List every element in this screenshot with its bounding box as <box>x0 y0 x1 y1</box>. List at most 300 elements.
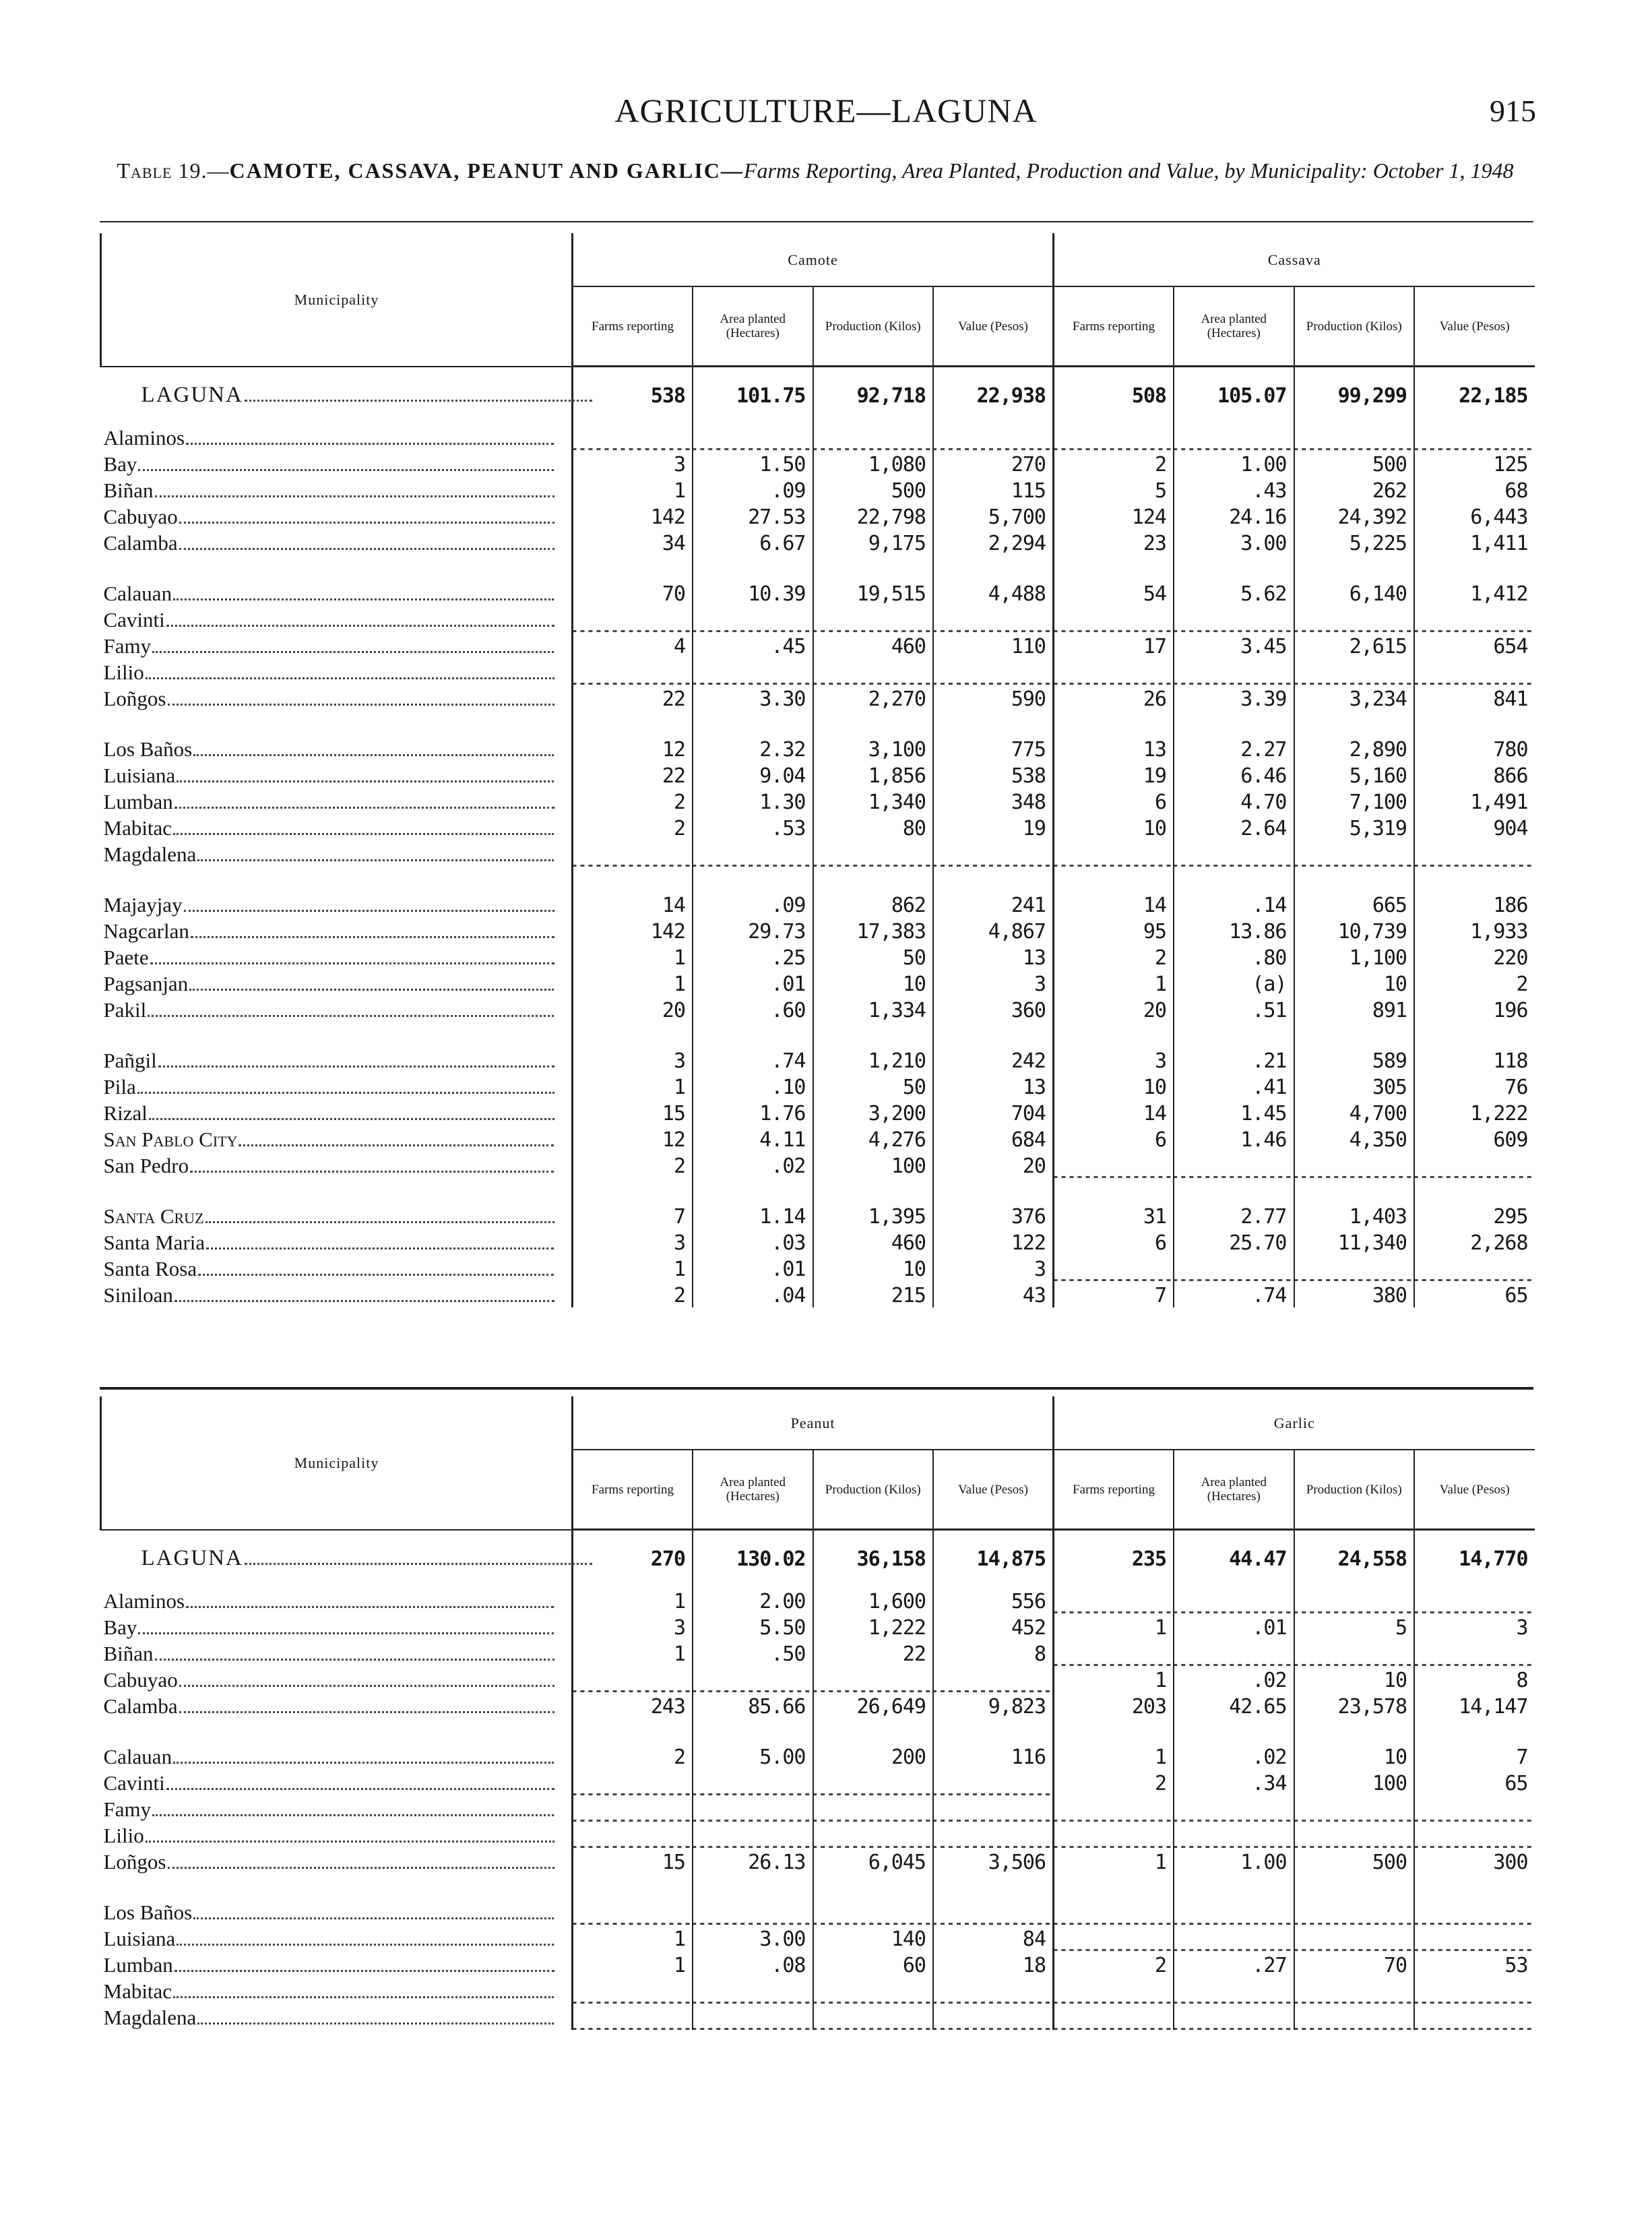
value-cell <box>693 658 813 685</box>
value-cell: 200 <box>813 1743 934 1769</box>
value-cell <box>1054 2004 1174 2030</box>
table-row <box>101 1152 1535 1178</box>
municipality-name <box>101 917 573 944</box>
spacer-cell <box>101 1178 573 1202</box>
value-cell: .09 <box>693 476 813 503</box>
value-cell: .27 <box>1174 1951 1294 1977</box>
table-row <box>101 1795 1535 1822</box>
value-cell <box>813 1898 934 1925</box>
table-row <box>101 840 1535 867</box>
table-row <box>101 606 1535 632</box>
municipality-label: LAGUNA <box>141 1546 243 1571</box>
value-cell <box>573 1666 693 1692</box>
value-cell: 348 <box>933 788 1054 814</box>
spacer-cell <box>933 1178 1054 1202</box>
table-row <box>101 658 1535 685</box>
municipality-header: Municipality <box>101 1396 573 1530</box>
value-cell: 2.27 <box>1174 735 1294 762</box>
value-cell: 2 <box>1054 1769 1174 1795</box>
dot-leader <box>179 1711 554 1713</box>
value-cell: 116 <box>933 1743 1054 1769</box>
value-cell: .01 <box>1174 1613 1294 1640</box>
value-cell: 1.00 <box>1174 450 1294 476</box>
value-cell <box>1054 840 1174 867</box>
municipality-name <box>101 632 573 658</box>
value-cell <box>573 1977 693 2004</box>
value-cell: 110 <box>933 632 1054 658</box>
value-cell <box>693 1769 813 1795</box>
municipality-name <box>101 1848 573 1874</box>
value-cell: 122 <box>933 1229 1054 1255</box>
col-farms-reporting: Farms reporting <box>1054 1450 1174 1530</box>
spacer-cell <box>1294 555 1415 580</box>
municipality-label: Lumban <box>103 790 173 813</box>
value-cell: 4.70 <box>1174 788 1294 814</box>
municipality-label: Mabitac <box>103 1979 172 2003</box>
municipality-name <box>101 1255 573 1281</box>
value-cell: 6,443 <box>1414 503 1535 529</box>
spacer-cell <box>573 1874 693 1898</box>
dot-leader <box>137 1092 554 1094</box>
municipality-label: Cavinti <box>103 608 165 631</box>
municipality-label: Alaminos <box>103 426 185 450</box>
value-cell: 1 <box>1054 970 1174 996</box>
value-cell: 2 <box>1054 1951 1174 1977</box>
table-caption <box>94 156 1536 185</box>
row-spacer <box>101 1022 1535 1047</box>
value-cell: 1 <box>573 1073 693 1099</box>
value-cell: 15 <box>573 1099 693 1125</box>
spacer-cell <box>1054 1719 1174 1743</box>
value-cell <box>693 424 813 450</box>
value-cell: 3 <box>1054 1047 1174 1073</box>
value-cell: 76 <box>1414 1073 1535 1099</box>
value-cell: 101.75 <box>693 367 813 425</box>
value-cell <box>1054 1977 1174 2004</box>
value-cell: 1 <box>573 970 693 996</box>
value-cell: 5,225 <box>1294 529 1415 555</box>
value-cell: 26.13 <box>693 1848 813 1874</box>
value-cell <box>1414 1795 1535 1822</box>
value-cell: 6.67 <box>693 529 813 555</box>
value-cell: 1.45 <box>1174 1099 1294 1125</box>
spacer-cell <box>813 711 934 735</box>
value-cell: 6.46 <box>1174 762 1294 788</box>
dot-leader <box>152 651 554 653</box>
dot-leader <box>205 1221 554 1223</box>
municipality-label: Calauan <box>103 582 172 605</box>
value-cell: 220 <box>1414 944 1535 970</box>
value-cell: 460 <box>813 1229 934 1255</box>
value-cell: 5 <box>1054 476 1174 503</box>
value-cell <box>1054 1898 1174 1925</box>
municipality-name <box>101 1099 573 1125</box>
table-row <box>101 762 1535 788</box>
value-cell: 1 <box>1054 1743 1174 1769</box>
value-cell: 14 <box>573 891 693 917</box>
value-cell: 866 <box>1414 762 1535 788</box>
table-row <box>101 1047 1535 1073</box>
spacer-cell <box>933 711 1054 735</box>
value-cell: 1 <box>1054 1666 1174 1692</box>
value-cell: 22,938 <box>933 367 1054 425</box>
spacer-cell <box>693 1178 813 1202</box>
value-cell: 1,412 <box>1414 580 1535 606</box>
value-cell: 13.86 <box>1174 917 1294 944</box>
value-cell: 775 <box>933 735 1054 762</box>
col-value: Value (Pesos) <box>1414 1450 1535 1530</box>
spacer-cell <box>813 1022 934 1047</box>
value-cell: 7 <box>1414 1743 1535 1769</box>
value-cell: 24,558 <box>1294 1530 1415 1588</box>
value-cell: 538 <box>573 367 693 425</box>
value-cell: 105.07 <box>1174 367 1294 425</box>
value-cell: 10 <box>1054 1073 1174 1099</box>
value-cell: 5,160 <box>1294 762 1415 788</box>
spacer-cell <box>1414 1022 1535 1047</box>
value-cell <box>933 2004 1054 2030</box>
value-cell: 2 <box>573 1281 693 1307</box>
value-cell: .25 <box>693 944 813 970</box>
value-cell: 1,856 <box>813 762 934 788</box>
spacer-cell <box>693 867 813 891</box>
value-cell: 452 <box>933 1613 1054 1640</box>
municipality-name <box>101 476 573 503</box>
value-cell: 2.32 <box>693 735 813 762</box>
value-cell: .43 <box>1174 476 1294 503</box>
value-cell <box>1054 1152 1174 1178</box>
spacer-cell <box>101 1022 573 1047</box>
municipality-label: Bay <box>103 1615 137 1639</box>
value-cell: 5.50 <box>693 1613 813 1640</box>
municipality-label: Los Baños <box>103 1901 193 1924</box>
municipality-name <box>101 658 573 685</box>
value-cell: 841 <box>1414 685 1535 711</box>
value-cell: 9,175 <box>813 529 934 555</box>
value-cell: 305 <box>1294 1073 1415 1099</box>
value-cell: 508 <box>1054 367 1174 425</box>
table-row <box>101 1255 1535 1281</box>
table-row <box>101 970 1535 996</box>
value-cell: 270 <box>573 1530 693 1588</box>
spacer-cell <box>813 1178 934 1202</box>
value-cell: 15 <box>573 1848 693 1874</box>
col-area-planted: Area planted (Hectares) <box>1174 1450 1294 1530</box>
municipality-label: Pakil <box>103 998 147 1022</box>
dot-leader <box>174 807 554 809</box>
value-cell: 891 <box>1294 996 1415 1022</box>
value-cell: 270 <box>933 450 1054 476</box>
section-rule <box>100 1387 1533 1390</box>
value-cell <box>1174 1795 1294 1822</box>
municipality-name <box>101 1530 573 1588</box>
spacer-cell <box>813 1719 934 1743</box>
page-number: 915 <box>1490 94 1536 128</box>
table-row <box>101 1281 1535 1307</box>
value-cell: 1,933 <box>1414 917 1535 944</box>
value-cell: 84 <box>933 1925 1054 1951</box>
value-cell: 10 <box>813 970 934 996</box>
table-row <box>101 1073 1535 1099</box>
spacer-cell <box>573 867 693 891</box>
value-cell: 142 <box>573 503 693 529</box>
value-cell: 12 <box>573 735 693 762</box>
value-cell: 243 <box>573 1692 693 1719</box>
table-row <box>101 1848 1535 1874</box>
value-cell: 704 <box>933 1099 1054 1125</box>
value-cell: 215 <box>813 1281 934 1307</box>
table-row <box>101 1925 1535 1951</box>
spacer-cell <box>101 867 573 891</box>
spacer-cell <box>1174 1719 1294 1743</box>
value-cell: 130.02 <box>693 1530 813 1588</box>
value-cell: 3,234 <box>1294 685 1415 711</box>
table-row <box>101 1951 1535 1977</box>
col-farms-reporting: Farms reporting <box>1054 286 1174 367</box>
spacer-cell <box>813 1874 934 1898</box>
value-cell <box>1174 840 1294 867</box>
municipality-label: San Pablo City <box>103 1128 238 1151</box>
value-cell: 22,798 <box>813 503 934 529</box>
value-cell: 500 <box>1294 450 1415 476</box>
value-cell <box>933 424 1054 450</box>
group-header-camote: Camote <box>573 233 1054 286</box>
table-row <box>101 1613 1535 1640</box>
municipality-name <box>101 1795 573 1822</box>
municipality-name <box>101 1202 573 1229</box>
value-cell <box>813 840 934 867</box>
value-cell: 80 <box>813 814 934 840</box>
value-cell: 14 <box>1054 891 1174 917</box>
value-cell: 3 <box>933 1255 1054 1281</box>
table-row <box>101 735 1535 762</box>
value-cell <box>693 2004 813 2030</box>
value-cell: .02 <box>1174 1666 1294 1692</box>
value-cell <box>1174 1898 1294 1925</box>
dot-leader <box>155 1659 554 1661</box>
spacer-cell <box>1054 1178 1174 1202</box>
value-cell: 118 <box>1414 1047 1535 1073</box>
value-cell <box>1294 424 1415 450</box>
spacer-cell <box>1174 1874 1294 1898</box>
value-cell <box>813 1666 934 1692</box>
value-cell: 54 <box>1054 580 1174 606</box>
municipality-name <box>101 1587 573 1613</box>
value-cell <box>1294 1255 1415 1281</box>
dot-leader <box>190 1171 554 1173</box>
row-spacer <box>101 1874 1535 1898</box>
municipality-name <box>101 996 573 1022</box>
value-cell: 23,578 <box>1294 1692 1415 1719</box>
value-cell: 8 <box>1414 1666 1535 1692</box>
municipality-name <box>101 1152 573 1178</box>
value-cell: 2 <box>573 788 693 814</box>
value-cell: 31 <box>1054 1202 1174 1229</box>
spacer-cell <box>1414 1178 1535 1202</box>
table-row <box>101 1898 1535 1925</box>
value-cell: 6 <box>1054 788 1174 814</box>
dot-leader <box>138 1632 554 1634</box>
value-cell <box>693 1795 813 1822</box>
value-cell <box>813 1977 934 2004</box>
value-cell: 14,875 <box>933 1530 1054 1588</box>
value-cell: 50 <box>813 1073 934 1099</box>
table-row <box>101 632 1535 658</box>
spacer-cell <box>693 711 813 735</box>
value-cell <box>813 1822 934 1848</box>
value-cell: .80 <box>1174 944 1294 970</box>
value-cell <box>573 1769 693 1795</box>
municipality-label: Paete <box>103 946 149 969</box>
dot-leader <box>174 1970 554 1972</box>
value-cell: 1 <box>1054 1848 1174 1874</box>
value-cell <box>1294 606 1415 632</box>
spacer-cell <box>1294 711 1415 735</box>
value-cell: 3,506 <box>933 1848 1054 1874</box>
dot-leader <box>173 833 554 835</box>
spacer-cell <box>573 711 693 735</box>
value-cell: 10.39 <box>693 580 813 606</box>
spacer-cell <box>933 1719 1054 1743</box>
value-cell <box>813 424 934 450</box>
value-cell <box>1054 1640 1174 1666</box>
table-body <box>101 1530 1535 2031</box>
peanut-garlic-table <box>100 1396 1535 2030</box>
value-cell: 1,600 <box>813 1587 934 1613</box>
table-row <box>101 891 1535 917</box>
value-cell: 25.70 <box>1174 1229 1294 1255</box>
value-cell: 22 <box>813 1640 934 1666</box>
value-cell: 95 <box>1054 917 1174 944</box>
value-cell: 1 <box>573 476 693 503</box>
municipality-name <box>101 529 573 555</box>
value-cell: 24.16 <box>1174 503 1294 529</box>
value-cell: 70 <box>1294 1951 1415 1977</box>
spacer-cell <box>1054 711 1174 735</box>
municipality-name <box>101 580 573 606</box>
value-cell <box>693 1977 813 2004</box>
value-cell: 19 <box>933 814 1054 840</box>
value-cell: .51 <box>1174 996 1294 1022</box>
value-cell: 1,210 <box>813 1047 934 1073</box>
value-cell <box>933 1769 1054 1795</box>
municipality-label: Cabuyao <box>103 505 178 528</box>
spacer-cell <box>1054 555 1174 580</box>
value-cell: 3 <box>933 970 1054 996</box>
dot-leader <box>168 704 554 706</box>
value-cell: 242 <box>933 1047 1054 1073</box>
table-row <box>101 1125 1535 1152</box>
municipality-label: Lilio <box>103 660 144 684</box>
municipality-label: Loñgos <box>103 687 166 710</box>
value-cell: 1.14 <box>693 1202 813 1229</box>
value-cell: 4,276 <box>813 1125 934 1152</box>
dot-leader <box>149 1118 554 1120</box>
value-cell: 609 <box>1414 1125 1535 1152</box>
spacer-cell <box>1294 1719 1415 1743</box>
spacer-cell <box>1294 1874 1415 1898</box>
group-header-peanut: Peanut <box>573 1396 1054 1450</box>
value-cell: 295 <box>1414 1202 1535 1229</box>
value-cell: 26 <box>1054 685 1174 711</box>
spacer-cell <box>1294 867 1415 891</box>
value-cell: 589 <box>1294 1047 1415 1073</box>
total-row <box>101 1530 1535 1588</box>
spacer-cell <box>693 555 813 580</box>
spacer-cell <box>813 867 934 891</box>
value-cell: 4.11 <box>693 1125 813 1152</box>
value-cell: 1 <box>573 1951 693 1977</box>
value-cell: .53 <box>693 814 813 840</box>
value-cell <box>1414 1587 1535 1613</box>
group-header-cassava: Cassava <box>1054 233 1535 286</box>
spacer-cell <box>1174 1022 1294 1047</box>
municipality-name <box>101 606 573 632</box>
value-cell: 20 <box>1054 996 1174 1022</box>
municipality-label: Pagsanjan <box>103 972 189 995</box>
value-cell: 100 <box>813 1152 934 1178</box>
municipality-name <box>101 1666 573 1692</box>
spacer-cell <box>1054 1022 1174 1047</box>
col-production: Production (Kilos) <box>813 286 934 367</box>
municipality-name <box>101 1640 573 1666</box>
value-cell: 904 <box>1414 814 1535 840</box>
table-row <box>101 685 1535 711</box>
value-cell: 4,867 <box>933 917 1054 944</box>
dot-leader <box>184 910 554 912</box>
value-cell <box>1174 1925 1294 1951</box>
value-cell <box>933 1822 1054 1848</box>
spacer-cell <box>1294 1022 1415 1047</box>
value-cell: 262 <box>1294 476 1415 503</box>
municipality-label: Famy <box>103 634 152 658</box>
value-cell: 1.76 <box>693 1099 813 1125</box>
value-cell: .01 <box>693 970 813 996</box>
value-cell: 42.65 <box>1174 1692 1294 1719</box>
value-cell: 1 <box>1054 1613 1174 1640</box>
value-cell <box>1294 658 1415 685</box>
value-cell: 140 <box>813 1925 934 1951</box>
value-cell: 2 <box>573 1152 693 1178</box>
value-cell <box>1294 1640 1415 1666</box>
dot-leader <box>193 754 554 756</box>
value-cell: 14,770 <box>1414 1530 1535 1588</box>
row-spacer <box>101 867 1535 891</box>
value-cell: 1,080 <box>813 450 934 476</box>
value-cell: 3.00 <box>693 1925 813 1951</box>
table-row <box>101 1640 1535 1666</box>
value-cell: 13 <box>933 944 1054 970</box>
value-cell: 2.64 <box>1174 814 1294 840</box>
value-cell <box>1414 1255 1535 1281</box>
value-cell: 500 <box>813 476 934 503</box>
value-cell: 1,222 <box>1414 1099 1535 1125</box>
value-cell <box>573 424 693 450</box>
municipality-label: San Pedro <box>103 1154 189 1177</box>
value-cell: 19,515 <box>813 580 934 606</box>
municipality-label: Rizal <box>103 1101 148 1125</box>
municipality-label: Famy <box>103 1797 152 1821</box>
value-cell <box>1174 1255 1294 1281</box>
value-cell: 4 <box>573 632 693 658</box>
municipality-label: Calamba <box>103 1694 178 1718</box>
value-cell: 3 <box>573 1229 693 1255</box>
dot-leader <box>155 495 554 497</box>
value-cell: 5.00 <box>693 1743 813 1769</box>
spacer-cell <box>693 1874 813 1898</box>
value-cell: 92,718 <box>813 367 934 425</box>
table-row <box>101 917 1535 944</box>
